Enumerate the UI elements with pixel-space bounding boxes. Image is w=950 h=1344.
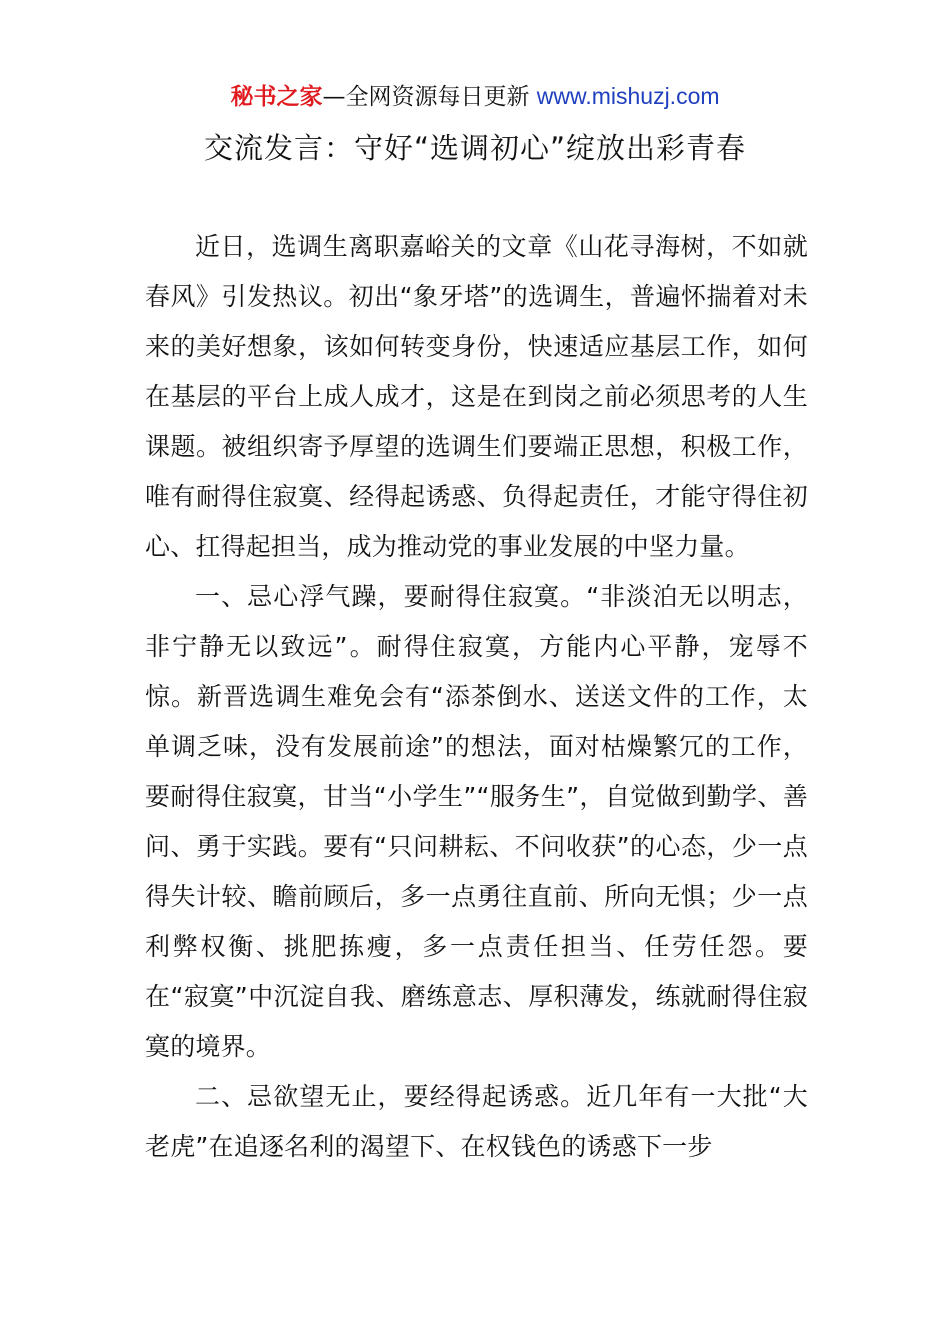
- site-url-link[interactable]: www.mishuzj.com: [536, 83, 720, 109]
- paragraph-section-two: 二、忌欲望无止，要经得起诱惑。近几年有一大批“大老虎”在追逐名利的渴望下、在权钱色的诱惑下一步: [145, 1082, 808, 1161]
- header-banner: [0, 80, 950, 113]
- header-tagline: —全网资源每日更新: [322, 84, 530, 110]
- brand-name: 秘书之家: [230, 84, 323, 110]
- paragraph-intro: 近日，选调生离职嘉峪关的文章《山花寻海树，不如就春风》引发热议。初出“象牙塔”的选调生，普遍怀揣着对未来的美好想象，该如何转变身份，快速适应基层工作，如何在基层的平台上成人成才，这是在到岗之前必须思考的人生课题。被组织寄予厚望的选调生们要端正思想，积极工作，唯有耐得住寂寞、经得起诱惑、负得起责任，才能守得住初心、扛得起担当，成为推动党的事业发展的中坚力量。: [145, 232, 808, 561]
- document-body: [145, 222, 808, 1172]
- document-title: 交流发言：守好“选调初心”绽放出彩青春: [203, 131, 747, 165]
- paragraph-section-one: 一、忌心浮气躁，要耐得住寂寞。“非淡泊无以明志，非宁静无以致远”。耐得住寂寞，方能内心平静，宠辱不惊。新晋选调生难免会有“添茶倒水、送送文件的工作，太单调乏味，没有发展前途”的想法，面对枯燥繁冗的工作，要耐得住寂寞，甘当“小学生”“服务生”，自觉做到勤学、善问、勇于实践。要有“只问耕耘、不问收获”的心态，少一点得失计较、瞻前顾后，多一点勇往直前、所向无惧；少一点利弊权衡、挑肥拣瘦，多一点责任担当、任劳任怨。要在“寂寞”中沉淀自我、磨练意志、厚积薄发，练就耐得住寂寞的境界。: [145, 582, 808, 1061]
